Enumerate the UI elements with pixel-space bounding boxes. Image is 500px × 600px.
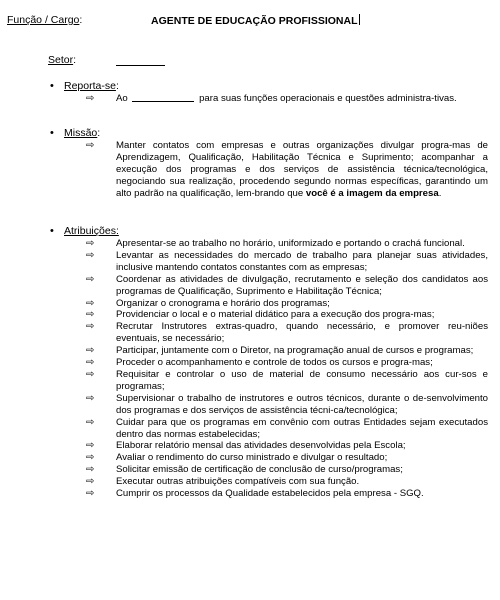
duty-text: Levantar as necessidades do mercado de trabalho para planejar suas atividades, inclusive mantendo contatos constantes com as empresas; [116, 249, 488, 273]
duty-item [48, 238, 488, 250]
arrow-icon: ⇨ [86, 309, 95, 321]
sector-blank-line [116, 65, 165, 66]
duty-text: Executar outras atribuições compatíveis com sua função. [116, 476, 360, 488]
arrow-icon: ⇨ [86, 464, 95, 476]
reports-to-text [116, 93, 488, 105]
duties-list [48, 238, 488, 500]
arrow-icon: ⇨ [86, 297, 95, 309]
reports-to-colon: : [115, 80, 119, 92]
duty-text: Requisitar e controlar o uso de material de consumo necessário aos cur-sos e programas; [116, 368, 488, 392]
duty-text: Avaliar o rendimento do curso ministrado e divulgar o resultado; [116, 452, 388, 464]
arrow-icon: ⇨ [86, 249, 95, 261]
arrow-icon: ⇨ [86, 321, 95, 333]
arrow-icon: ⇨ [86, 140, 95, 151]
arrow-icon: ⇨ [86, 238, 95, 249]
duty-item [48, 393, 488, 417]
mission-body: Manter contatos com empresas e outras organizações divulgar progra-mas de Aprendizagem, Qualificação, Habilitação Técnica e Suprimento; acompanhar a execução dos programas e dos serviços de assistência técnica/tecnológica, negociando sua realização, procedendo segundo normas específicas, garantindo um alto padrão na qualificação, lem-brando que [116, 140, 488, 199]
arrow-icon: ⇨ [86, 368, 95, 380]
job-title-value [151, 14, 360, 27]
arrow-icon: ⇨ [86, 488, 95, 500]
duty-item [48, 250, 488, 274]
arrow-icon: ⇨ [86, 476, 95, 488]
bullet-icon: • [50, 225, 54, 237]
reports-to-suffix: para suas funções operacionais e questões administra-tivas. [199, 93, 457, 104]
duty-item [48, 357, 488, 369]
job-title-text: AGENTE DE EDUCAÇÃO PROFISSIONAL [151, 15, 358, 27]
arrow-icon: ⇨ [86, 357, 95, 369]
reports-to-heading [48, 80, 488, 93]
reports-to-item [48, 93, 488, 105]
reports-to-title: Reporta-se [64, 80, 116, 92]
arrow-icon: ⇨ [86, 93, 95, 104]
reports-to-section [48, 80, 488, 105]
duty-item [48, 274, 488, 298]
arrow-icon: ⇨ [86, 273, 95, 285]
duty-text: Proceder o acompanhamento e controle de todos os cursos e progra-mas; [116, 357, 433, 369]
sector-label: Setor [48, 54, 74, 66]
duty-item [48, 452, 488, 464]
bullet-icon: • [50, 127, 54, 139]
arrow-icon: ⇨ [86, 452, 95, 464]
job-title-label: Função / Cargo [7, 14, 80, 26]
mission-colon: : [97, 127, 101, 139]
sector-row [48, 54, 76, 66]
duty-text: Providenciar o local e o material didático para a execução dos progra-mas; [116, 309, 435, 321]
duty-text: Cuidar para que os programas em convênio com outras Entidades sejam executados dentro das normas estabelecidas; [116, 416, 488, 440]
duty-text: Participar, juntamente com o Diretor, na programação anual de cursos e programas; [116, 345, 474, 357]
duty-text: Organizar o cronograma e horário dos programas; [116, 297, 330, 309]
duty-item [48, 476, 488, 488]
arrow-icon: ⇨ [86, 345, 95, 357]
duty-item [48, 464, 488, 476]
duty-text: Cumprir os processos da Qualidade estabelecidos pela empresa - SGQ. [116, 488, 424, 500]
mission-section [48, 127, 488, 200]
mission-end: . [438, 187, 442, 199]
arrow-icon: ⇨ [86, 392, 95, 404]
sector-colon: : [73, 54, 77, 66]
duties-heading [48, 225, 488, 238]
mission-item [48, 140, 488, 200]
duty-text: Elaborar relatório mensal das atividades desenvolvidas pela Escola; [116, 440, 406, 452]
reports-to-blank [132, 101, 194, 102]
duty-text: Apresentar-se ao trabalho no horário, uniformizado e portando o crachá funcional. [116, 238, 465, 249]
duties-title: Atribuições: [64, 225, 119, 237]
duty-text: Coordenar as atividades de divulgação, recrutamento e seleção dos candidatos aos programas de Qualificação, Suprimento e Habilitação Técnica; [116, 273, 488, 297]
duty-item [48, 321, 488, 345]
mission-emphasis: você é a imagem da empresa [305, 187, 439, 199]
duty-item [48, 298, 488, 310]
arrow-icon: ⇨ [86, 416, 95, 428]
text-cursor [359, 14, 360, 25]
duty-item [48, 440, 488, 452]
duty-item [48, 488, 488, 500]
duties-section [48, 225, 488, 500]
duty-item [48, 345, 488, 357]
mission-text [116, 140, 488, 200]
duty-text: Solicitar emissão de certificação de conclusão de curso/programas; [116, 464, 403, 476]
duty-item [48, 369, 488, 393]
bullet-icon: • [50, 80, 54, 92]
reports-to-prefix: Ao [116, 93, 128, 104]
arrow-icon: ⇨ [86, 440, 95, 452]
duty-text: Recrutar Instrutores extras-quadro, quando necessário, e promover reu-niões eventuais, se necessário; [116, 321, 488, 345]
duty-item [48, 417, 488, 441]
job-title-colon: : [79, 14, 83, 26]
duty-text: Supervisionar o trabalho de instrutores e outros técnicos, durante o de-senvolvimento dos programas e dos serviços de assistência técni-ca/tecnológica; [116, 392, 488, 416]
mission-heading [48, 127, 488, 140]
job-title-row [7, 14, 358, 27]
mission-title: Missão [64, 127, 98, 139]
duty-item [48, 309, 488, 321]
